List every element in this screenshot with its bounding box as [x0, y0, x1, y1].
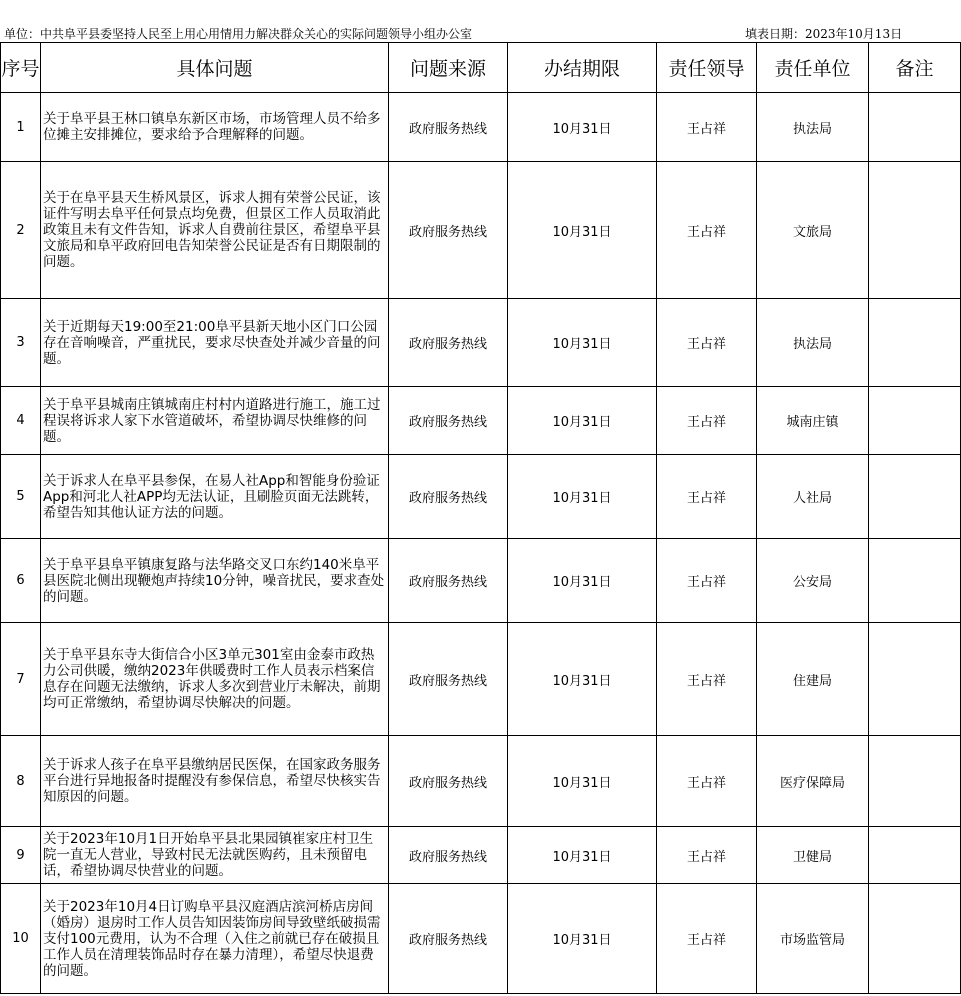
row-number: 5 — [1, 455, 41, 539]
issue-deadline: 10月31日 — [508, 455, 657, 539]
responsible-leader: 王占祥 — [657, 455, 757, 539]
row-number: 8 — [1, 736, 41, 827]
issue-text: 关于阜平县东寺大街信合小区3单元301室由金泰市政热力公司供暖，缴纳2023年供暖费时工作人员表示档案信息存在问题无法缴纳，诉求人多次到营业厅未解决，前期均可正常缴纳，希望协调尽快解决的问题。 — [41, 623, 389, 736]
row-number: 9 — [1, 827, 41, 884]
column-header-unit: 责任单位 — [757, 43, 869, 93]
issue-text: 关于近期每天19:00至21:00阜平县新天地小区门口公园存在音响噪音，严重扰民，要求尽快查处并减少音量的问题。 — [41, 299, 389, 387]
issue-text: 关于阜平县阜平镇康复路与法华路交叉口东约140米阜平县医院北侧出现鞭炮声持续10分钟，噪音扰民，要求查处的问题。 — [41, 539, 389, 623]
column-header-note: 备注 — [869, 43, 961, 93]
responsible-unit: 公安局 — [757, 539, 869, 623]
issue-text: 关于2023年10月1日开始阜平县北果园镇崔家庄村卫生院一直无人营业，导致村民无法就医购药，且未预留电话，希望协调尽快营业的问题。 — [41, 827, 389, 884]
responsible-leader: 王占祥 — [657, 162, 757, 299]
issue-text: 关于阜平县王林口镇阜东新区市场，市场管理人员不给多位摊主安排摊位，要求给予合理解释的问题。 — [41, 93, 389, 162]
responsible-leader: 王占祥 — [657, 93, 757, 162]
table-row — [1, 827, 961, 884]
column-header-no: 序号 — [1, 43, 41, 93]
responsible-leader: 王占祥 — [657, 387, 757, 455]
issue-source: 政府服务热线 — [389, 539, 508, 623]
row-number: 7 — [1, 623, 41, 736]
responsible-leader: 王占祥 — [657, 827, 757, 884]
remark — [869, 623, 961, 736]
issue-text: 关于诉求人孩子在阜平县缴纳居民医保，在国家政务服务平台进行异地报备时提醒没有参保信息，希望尽快核实告知原因的问题。 — [41, 736, 389, 827]
row-number: 6 — [1, 539, 41, 623]
issue-text: 关于在阜平县天生桥风景区，诉求人拥有荣誉公民证，该证件写明去阜平任何景点均免费，但景区工作人员取消此政策且未有文件告知，诉求人自费前往景区，希望阜平县文旅局和阜平政府回电告知荣誉公民证是否有日期限制的问题。 — [41, 162, 389, 299]
issue-deadline: 10月31日 — [508, 623, 657, 736]
issue-deadline: 10月31日 — [508, 884, 657, 994]
row-number: 1 — [1, 93, 41, 162]
remark — [869, 539, 961, 623]
remark — [869, 299, 961, 387]
responsible-unit: 人社局 — [757, 455, 869, 539]
table-row — [1, 162, 961, 299]
table-row — [1, 455, 961, 539]
issue-text: 关于2023年10月4日订购阜平县汉庭酒店滨河桥店房间（婚房）退房时工作人员告知因装饰房间导致壁纸破损需支付100元费用，认为不合理（入住之前就已存在破损且工作人员在清理装饰品时存在暴力清理），希望尽快退费的问题。 — [41, 884, 389, 994]
responsible-leader: 王占祥 — [657, 623, 757, 736]
issue-source: 政府服务热线 — [389, 387, 508, 455]
table-row — [1, 539, 961, 623]
row-number: 3 — [1, 299, 41, 387]
responsible-unit: 住建局 — [757, 623, 869, 736]
issues-table — [0, 42, 961, 994]
responsible-leader: 王占祥 — [657, 736, 757, 827]
responsible-unit: 医疗保障局 — [757, 736, 869, 827]
responsible-unit: 卫健局 — [757, 827, 869, 884]
issue-source: 政府服务热线 — [389, 299, 508, 387]
column-header-issue: 具体问题 — [41, 43, 389, 93]
row-number: 2 — [1, 162, 41, 299]
issue-source: 政府服务热线 — [389, 827, 508, 884]
table-row — [1, 387, 961, 455]
table-row — [1, 299, 961, 387]
fill-date-label: 填表日期：2023年10月13日 — [745, 27, 903, 41]
remark — [869, 884, 961, 994]
remark — [869, 162, 961, 299]
issue-source: 政府服务热线 — [389, 455, 508, 539]
remark — [869, 93, 961, 162]
unit-label: 单位：中共阜平县委坚持人民至上用心用情用力解决群众关心的实际问题领导小组办公室 — [4, 27, 473, 41]
responsible-unit: 城南庄镇 — [757, 387, 869, 455]
issue-text: 关于阜平县城南庄镇城南庄村村内道路进行施工，施工过程误将诉求人家下水管道破坏，希望协调尽快维修的问题。 — [41, 387, 389, 455]
issue-deadline: 10月31日 — [508, 539, 657, 623]
issue-deadline: 10月31日 — [508, 827, 657, 884]
sheet-header — [0, 0, 961, 42]
table-row — [1, 623, 961, 736]
column-header-deadline: 办结期限 — [508, 43, 657, 93]
column-header-leader: 责任领导 — [657, 43, 757, 93]
responsible-leader: 王占祥 — [657, 299, 757, 387]
remark — [869, 455, 961, 539]
responsible-unit: 执法局 — [757, 299, 869, 387]
issue-deadline: 10月31日 — [508, 736, 657, 827]
responsible-leader: 王占祥 — [657, 884, 757, 994]
issue-deadline: 10月31日 — [508, 387, 657, 455]
remark — [869, 827, 961, 884]
row-number: 10 — [1, 884, 41, 994]
row-number: 4 — [1, 387, 41, 455]
table-row — [1, 736, 961, 827]
remark — [869, 736, 961, 827]
issue-source: 政府服务热线 — [389, 93, 508, 162]
issue-deadline: 10月31日 — [508, 162, 657, 299]
remark — [869, 387, 961, 455]
responsible-leader: 王占祥 — [657, 539, 757, 623]
issue-source: 政府服务热线 — [389, 162, 508, 299]
issue-deadline: 10月31日 — [508, 299, 657, 387]
issue-deadline: 10月31日 — [508, 93, 657, 162]
responsible-unit: 文旅局 — [757, 162, 869, 299]
issue-source: 政府服务热线 — [389, 623, 508, 736]
issue-text: 关于诉求人在阜平县参保，在易人社App和智能身份验证App和河北人社APP均无法认证，且刷脸页面无法跳转，希望告知其他认证方法的问题。 — [41, 455, 389, 539]
column-header-source: 问题来源 — [389, 43, 508, 93]
issue-source: 政府服务热线 — [389, 736, 508, 827]
table-header-row — [1, 43, 961, 93]
issue-source: 政府服务热线 — [389, 884, 508, 994]
responsible-unit: 执法局 — [757, 93, 869, 162]
table-row — [1, 93, 961, 162]
responsible-unit: 市场监管局 — [757, 884, 869, 994]
table-row — [1, 884, 961, 994]
